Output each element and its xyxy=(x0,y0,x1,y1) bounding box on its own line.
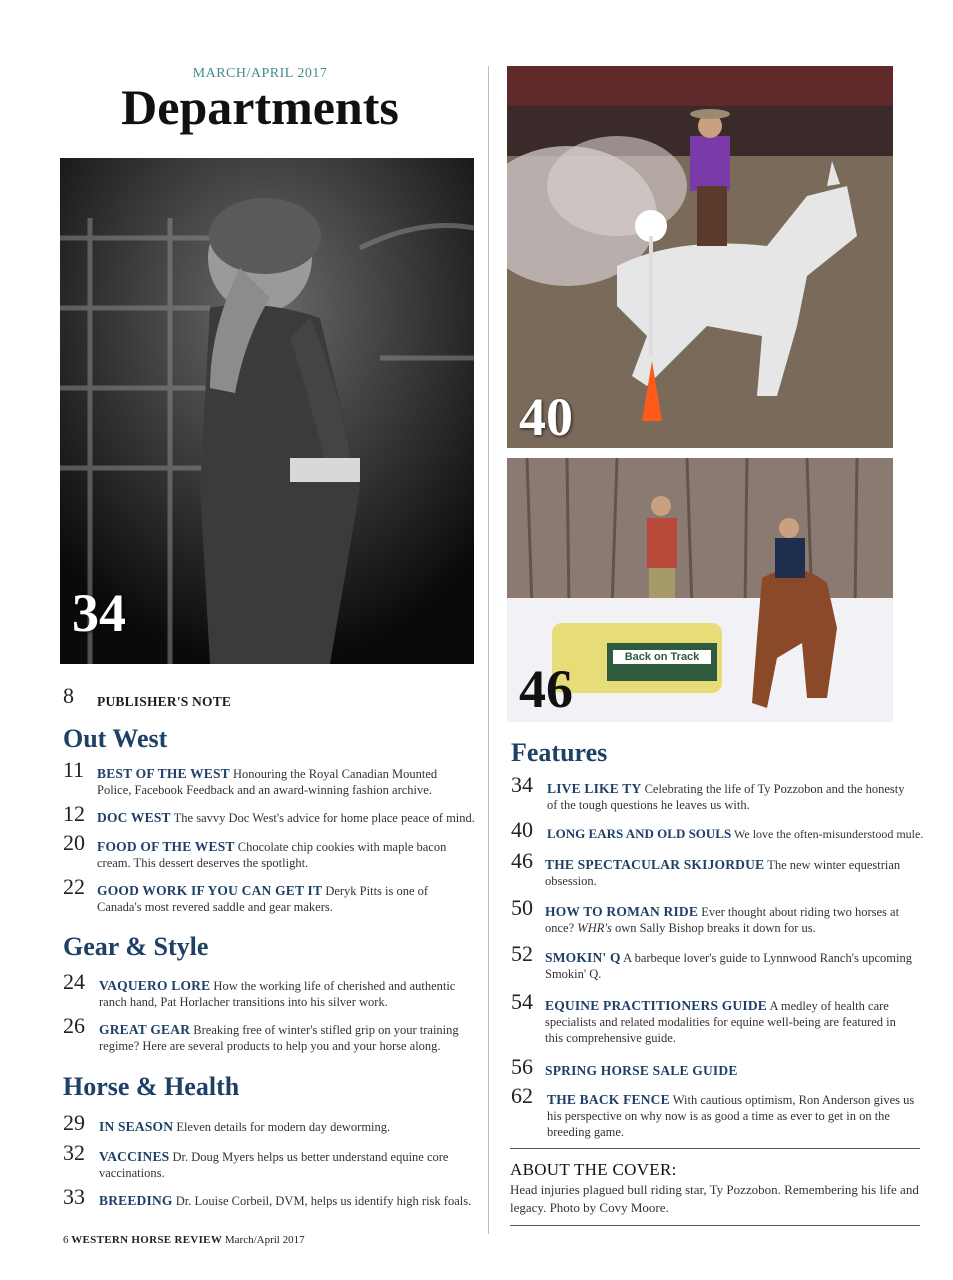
entry-number: 40 xyxy=(511,817,533,842)
entry-description: The new winter equestrian obsession. xyxy=(545,858,901,888)
page-footer xyxy=(63,1234,305,1246)
toc-entry[interactable] xyxy=(63,1013,468,1054)
toc-entry[interactable] xyxy=(511,989,916,1046)
entry-number: 56 xyxy=(511,1054,533,1079)
photo-skijoring xyxy=(507,458,893,722)
toc-entry[interactable] xyxy=(63,830,473,871)
toc-entry[interactable] xyxy=(511,1083,921,1140)
banner-back-on-track: Back on Track xyxy=(624,651,700,663)
toc-entry[interactable] xyxy=(511,941,926,982)
toc-entry[interactable] xyxy=(511,895,916,936)
section-gear-style: Gear & Style xyxy=(63,932,209,961)
toc-entry[interactable] xyxy=(511,772,916,813)
entry-description: A barbeque lover's guide to Lynnwood Ranch's upcoming Smokin' Q. xyxy=(545,951,912,981)
toc-entry[interactable] xyxy=(63,874,473,915)
footer-page-number: 6 xyxy=(63,1234,69,1246)
toc-entry[interactable] xyxy=(63,969,463,1010)
entry-title: VAQUERO LORE xyxy=(99,978,211,993)
about-cover-heading: ABOUT THE COVER: xyxy=(510,1160,677,1179)
entry-description-emphasis: WHR's xyxy=(577,921,612,935)
section-features: Features xyxy=(511,738,608,767)
entry-description: Dr. Louise Corbeil, DVM, helps us identify high risk foals. xyxy=(175,1194,472,1208)
entry-number: 52 xyxy=(511,941,533,966)
entry-number: 46 xyxy=(511,848,533,873)
photo-bull-rider xyxy=(60,158,474,664)
entry-title: DOC WEST xyxy=(97,810,171,825)
toc-entry[interactable] xyxy=(511,1054,916,1079)
entry-number: 34 xyxy=(511,772,533,797)
entry-description: Ever thought about riding two horses at once? xyxy=(545,905,900,935)
entry-title: GREAT GEAR xyxy=(99,1022,191,1037)
toc-entry[interactable] xyxy=(63,1140,468,1181)
entry-number: 24 xyxy=(63,969,85,994)
entry-title: BREEDING xyxy=(99,1193,173,1208)
toc-entry[interactable] xyxy=(63,1184,478,1209)
toc-entry[interactable] xyxy=(511,848,916,889)
section-out-west: Out West xyxy=(63,724,168,753)
entry-description: Dr. Doug Myers helps us better understand equine core vaccinations. xyxy=(99,1150,449,1180)
entry-description: Deryk Pitts is one of Canada's most revered saddle and gear makers. xyxy=(97,884,429,914)
entry-title: VACCINES xyxy=(99,1149,170,1164)
entry-title: HOW TO ROMAN RIDE xyxy=(545,904,699,919)
entry-number: 8 xyxy=(63,683,74,708)
entry-number: 20 xyxy=(63,830,85,855)
entry-title: PUBLISHER'S NOTE xyxy=(97,694,232,709)
photo-mule xyxy=(507,66,893,448)
cover-rule-bottom xyxy=(510,1225,920,1226)
entry-number: 50 xyxy=(511,895,533,920)
entry-number: 12 xyxy=(63,801,85,826)
entry-title: IN SEASON xyxy=(99,1119,174,1134)
entry-title: THE SPECTACULAR SKIJORDUE xyxy=(545,857,765,872)
page-title: Departments xyxy=(121,79,399,135)
entry-number: 11 xyxy=(63,757,85,782)
entry-number: 32 xyxy=(63,1140,85,1165)
section-horse-health: Horse & Health xyxy=(63,1072,240,1101)
entry-description: A medley of health care specialists and related modalities for equine well-being are featured in this comprehensive guide. xyxy=(545,999,896,1045)
footer-issue-date: March/April 2017 xyxy=(224,1234,305,1246)
entry-description: The savvy Doc West's advice for home place peace of mind. xyxy=(173,811,475,825)
entry-title: SPRING HORSE SALE GUIDE xyxy=(545,1063,738,1078)
entry-title: GOOD WORK IF YOU CAN GET IT xyxy=(97,883,323,898)
about-cover-text: Head injuries plagued bull riding star, Ty Pozzobon. Remembering his life and legacy. Photo by Covy Moore. xyxy=(510,1182,919,1215)
issue-date: MARCH/APRIL 2017 xyxy=(192,66,328,81)
cover-rule-top xyxy=(510,1148,920,1149)
entry-number: 62 xyxy=(511,1083,533,1108)
toc-entry[interactable] xyxy=(63,757,463,798)
toc-entry[interactable] xyxy=(63,801,483,826)
column-divider xyxy=(488,66,489,1234)
entry-title: FOOD OF THE WEST xyxy=(97,839,235,854)
entry-title: BEST OF THE WEST xyxy=(97,766,230,781)
entry-title: THE BACK FENCE xyxy=(547,1092,670,1107)
toc-entry[interactable] xyxy=(63,1110,473,1135)
entry-number: 22 xyxy=(63,874,85,899)
entry-description: Chocolate chip cookies with maple bacon cream. This dessert deserves the spotlight. xyxy=(97,840,447,870)
page-number-34: 34 xyxy=(72,583,126,643)
entry-title: LIVE LIKE TY xyxy=(547,781,642,796)
entry-number: 26 xyxy=(63,1013,85,1038)
entry-description: Celebrating the life of Ty Pozzobon and the honesty of the tough questions he leaves us with. xyxy=(547,782,905,812)
entry-number: 54 xyxy=(511,989,533,1014)
entry-number: 29 xyxy=(63,1110,85,1135)
entry-description: With cautious optimism, Ron Anderson gives us his perspective on why now is as good a time as ever to get in on the breeding game. xyxy=(547,1093,915,1139)
entry-description: own Sally Bishop breaks it down for us. xyxy=(615,921,816,935)
entry-number: 33 xyxy=(63,1184,85,1209)
entry-description: Breaking free of winter's stifled grip on your training regime? Here are several products to help you and your horse along. xyxy=(99,1023,459,1053)
entry-description: Eleven details for modern day deworming. xyxy=(176,1120,391,1134)
page-number-40: 40 xyxy=(519,387,573,447)
footer-magazine-name: WESTERN HORSE REVIEW xyxy=(71,1234,223,1246)
page-number-46: 46 xyxy=(519,659,573,719)
entry-title: EQUINE PRACTITIONERS GUIDE xyxy=(545,998,767,1013)
entry-description: How the working life of cherished and authentic ranch hand, Pat Horlacher transitions into his silver work. xyxy=(99,979,456,1009)
entry-description: Honouring the Royal Canadian Mounted Police, Facebook Feedback and an award-winning fashion archive. xyxy=(97,767,438,797)
entry-description: We love the often-misunderstood mule. xyxy=(734,827,924,841)
toc-entry[interactable] xyxy=(511,817,941,842)
entry-title: LONG EARS AND OLD SOULS xyxy=(547,826,732,841)
entry-title: SMOKIN' Q xyxy=(545,950,621,965)
